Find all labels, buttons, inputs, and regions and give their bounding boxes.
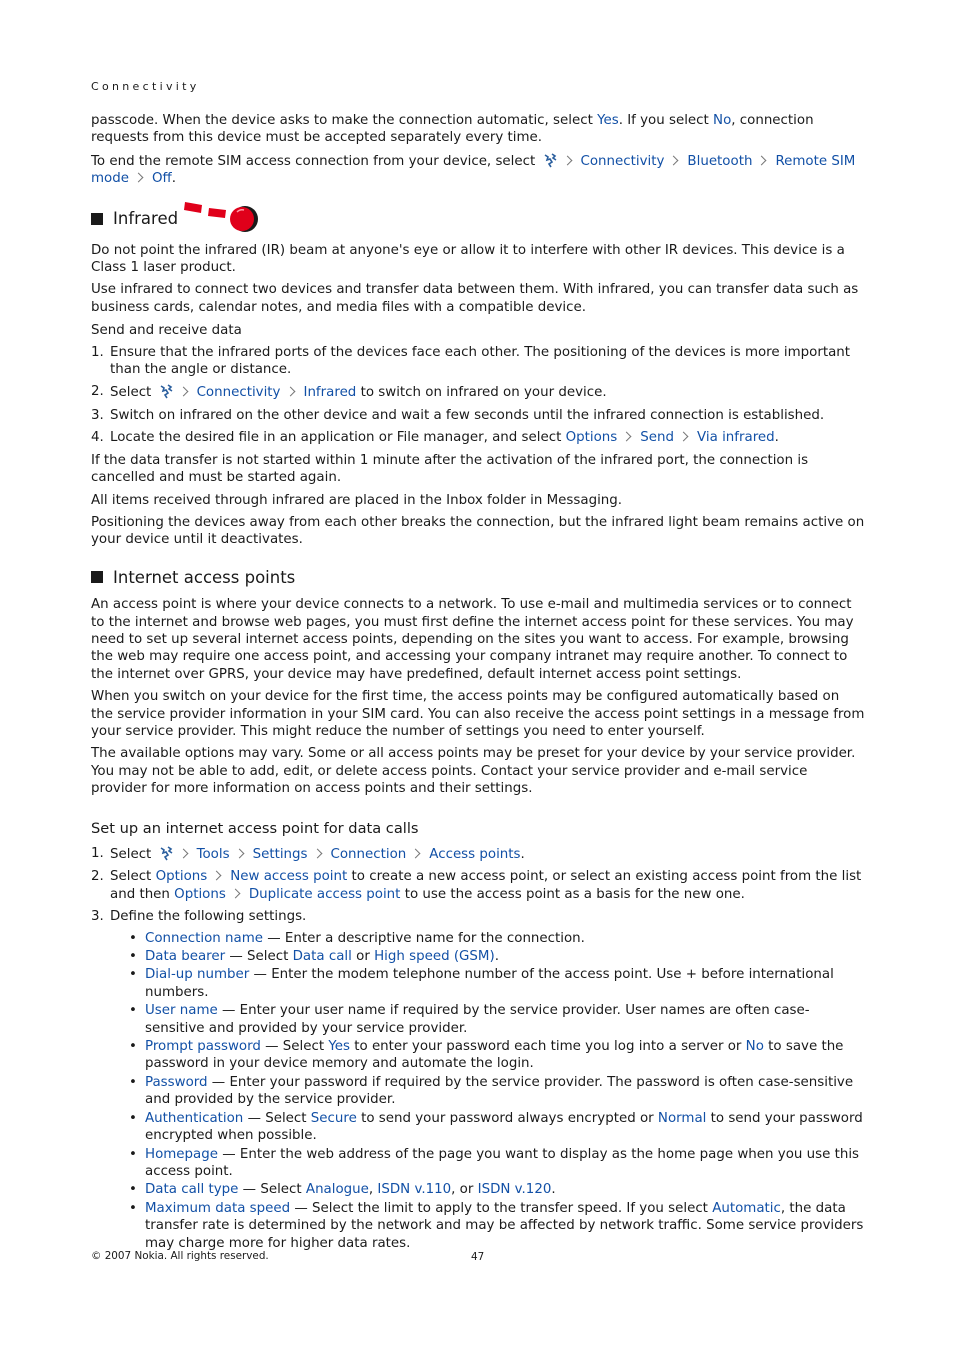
subheading-setup-access-point: Set up an internet access point for data calls <box>91 819 419 837</box>
setting-connection-name: • Connection name — Enter a descriptive name for the connection. <box>110 930 865 947</box>
path-options: Options <box>155 869 208 885</box>
path-bluetooth: Bluetooth <box>687 153 753 169</box>
list-item: 2. Select Options New access point to create a new access point, or select an existing access point from the list and then Options Duplicate access point to use the access point as a basis for the new one. <box>91 869 862 902</box>
path-remote-sim-mode: Remote SIM mode <box>91 153 856 187</box>
path-connectivity: Connectivity <box>196 385 281 401</box>
path-off: Off <box>151 171 172 187</box>
section-heading-internet-access-points: Internet access points <box>91 569 865 586</box>
path-duplicate-access-point: Duplicate access point <box>248 886 401 902</box>
heading-square-icon <box>91 571 103 583</box>
list-item: 4. Locate the desired file in an application or File manager, and select Options Send Via infrared. <box>91 430 779 446</box>
list-item: 3. Switch on infrared on the other device and wait a few seconds until the infrared connection is established. <box>91 407 825 423</box>
path-tools: Tools <box>196 847 230 862</box>
infrared-note-3: Positioning the devices away from each other breaks the connection, but the infrared light beam remains active on your device until it deactivates. <box>91 514 865 548</box>
setting-data-call-type: • Data call type — Select Analogue, ISDN v.110, or ISDN v.120. <box>110 1181 865 1198</box>
path-infrared: Infrared <box>303 385 357 401</box>
infrared-usage: Use infrared to connect two devices and transfer data between them. With infrared, you can transfer data such as business cards, calendar notes, and media files with a compatible device. <box>91 282 859 315</box>
page-number: 47 <box>471 1251 485 1263</box>
intro-paragraph-1: passcode. When the device asks to make the connection automatic, select Yes. If you select No, connection requests from this device must be accepted separately every time. <box>91 113 814 146</box>
menu-key-icon <box>158 845 174 861</box>
menu-key-icon <box>158 383 174 399</box>
iap-paragraph-2: When you switch on your device for the first time, the access points may be configured automatically based on the service provider information in your SIM card. You can also receive the access point settings in a message from your service provider. This might reduce the number of settings you need to enter yourself. <box>91 689 865 739</box>
list-item: 2. Select Connectivity Infrared to switch on infrared on your device. <box>91 384 607 401</box>
path-connectivity: Connectivity <box>580 153 665 169</box>
running-head: Connectivity <box>91 80 200 93</box>
intro-paragraph-2: To end the remote SIM access connection from your device, select Connectivity Bluetooth Remote SIM mode Off. <box>91 153 856 187</box>
iap-steps <box>91 845 865 1252</box>
setting-user-name: • User name — Enter your user name if required by the service provider. User names are often case-sensitive and provided by your service provider. <box>110 1002 865 1037</box>
setting-dialup-number: • Dial-up number — Enter the modem telephone number of the access point. Use + before international numbers. <box>110 966 865 1001</box>
heading-square-icon <box>91 213 103 225</box>
page-content <box>91 112 865 1257</box>
path-send: Send <box>640 430 675 446</box>
infrared-steps <box>91 344 865 447</box>
infrared-note-1: If the data transfer is not started within 1 minute after the activation of the infrared port, the connection is cancelled and must be started again. <box>91 452 809 486</box>
infrared-note-2: All items received through infrared are placed in the Inbox folder in Messaging. <box>91 492 623 508</box>
path-options: Options <box>565 430 618 446</box>
iap-paragraph-3: The available options may vary. Some or all access points may be preset for your device by your service provider. You may not be able to add, edit, or delete access points. Contact your service provider and e-mail service provider for more information on access points and their settings. <box>91 746 856 797</box>
setting-homepage: • Homepage — Enter the web address of the page you want to display as the home page when you use this access point. <box>110 1146 865 1181</box>
setting-authentication: • Authentication — Select Secure to send your password always encrypted or Normal to send your password encrypted when possible. <box>110 1110 865 1145</box>
menu-key-icon <box>542 152 558 168</box>
setting-maximum-data-speed: • Maximum data speed — Select the limit to apply to the transfer speed. If you select Automatic, the data transfer rate is determined by the network and may be affected by network traffic. Some service providers may charge more for higher data rates. <box>110 1200 865 1252</box>
path-new-access-point: New access point <box>230 869 348 885</box>
path-connection: Connection <box>330 847 407 862</box>
list-item: 1. Ensure that the infrared ports of the devices face each other. The positioning of the devices is more important than the angle or distance. <box>91 344 851 378</box>
subheading-send-receive: Send and receive data <box>91 323 242 339</box>
path-options: Options <box>174 886 226 902</box>
settings-list <box>110 930 865 1252</box>
iap-paragraph-1: An access point is where your device connects to a network. To use e-mail and multimedia services or to connect to the internet and browse web pages, you must first define the internet access point for these services. You may need to set up several internet access points, depending on the sites you want to access. For example, browsing the web may require one access point, and accessing your company intranet may require another. To connect to the internet over GPRS, your device may have predefined, default internet access point settings. <box>91 597 854 682</box>
path-via-infrared: Via infrared <box>697 430 775 446</box>
option-no: No <box>713 113 732 128</box>
setting-prompt-password: • Prompt password — Select Yes to enter your password each time you log into a server or No to save the password in your device memory and automate the login. <box>110 1038 865 1073</box>
option-yes: Yes <box>597 113 619 128</box>
path-access-points: Access points <box>429 847 521 862</box>
footer-copyright: © 2007 Nokia. All rights reserved. <box>91 1250 269 1262</box>
setting-password: • Password — Enter your password if required by the service provider. The password is often case-sensitive and provided by the service provider. <box>110 1074 865 1109</box>
list-item: 3. Define the following settings. • Connection name — Enter a descriptive name for the connection. • Data bearer — Select Data call or High speed (GSM). • Dial-up number — Enter the modem telephone number of the access point. Use + before international numbers. • User name — Enter your user name if required by the service provider. User names are often case-sensitive and provided by your service provider. • Prompt password — Select Yes to enter your password each time you log into a server or No to save the password in your device memory and automate the login. • Password — Enter your password if required by the service provider. The password is often case-sensitive and provided by the service provider. • Authentication — Select Secure to send your password always encrypted or Normal to send your password encrypted when possible. • Homepage — Enter the web address of the page you want to display as the home page when you use this access point. • Data call type — Select Analogue, ISDN v.110, or ISDN v.120. • Maximum data speed — Select the limit to apply to the transfer speed. If you select Automatic, the data transfer rate is determined by the network and may be affected by network traffic. Some service providers may charge more for higher data rates. <box>91 908 865 1252</box>
section-heading-infrared: Infrared <box>91 202 865 236</box>
infrared-warning: Do not point the infrared (IR) beam at anyone's eye or allow it to interfere with other IR devices. This device is a Class 1 laser product. <box>91 242 845 276</box>
list-item: 1. Select Tools Settings Connection Access points. <box>91 846 525 862</box>
laser-warning-icon <box>182 200 266 237</box>
path-settings: Settings <box>252 847 308 862</box>
setting-data-bearer: • Data bearer — Select Data call or High speed (GSM). <box>110 948 865 965</box>
